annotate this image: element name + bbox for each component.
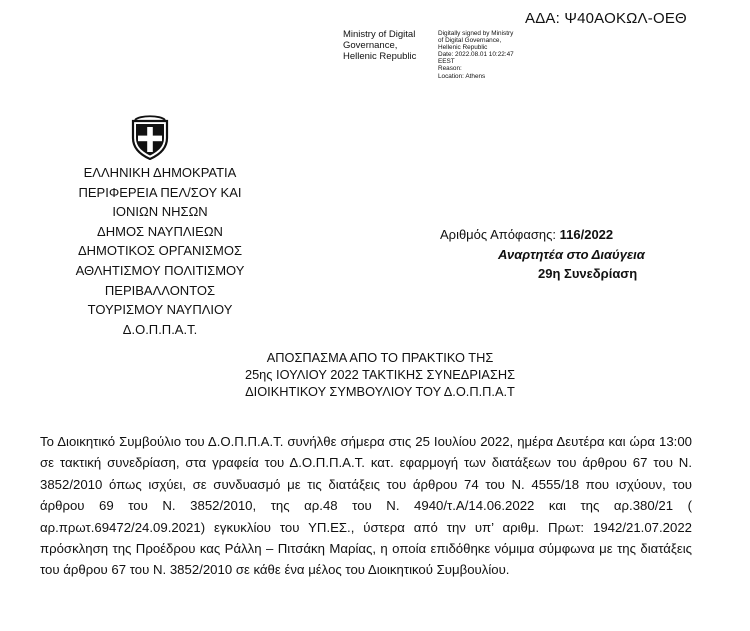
signature-detail-line: Location: Athens — [438, 72, 486, 80]
issuing-authority — [40, 163, 280, 339]
excerpt-line: ΑΠΟΣΠΑΣΜΑ ΑΠΟ ΤΟ ΠΡΑΚΤΙΚΟ ΤΗΣ — [266, 350, 494, 365]
signature-detail-line: of Digital Governance, — [438, 37, 502, 45]
signature-detail-line: Hellenic Republic — [438, 44, 488, 52]
authority-line: ΤΟΥΡΙΣΜΟΥ ΝΑΥΠΛΙΟΥ — [87, 302, 233, 318]
authority-line: ΕΛΛΗΝΙΚΗ ΔΗΜΟΚΡΑΤΙΑ — [83, 165, 237, 180]
authority-line: ΠΕΡΙΦΕΡΕΙΑ ΠΕΛ/ΣΟΥ ΚΑΙ — [78, 184, 242, 200]
signer-line: Governance, — [343, 40, 398, 51]
signer-line: Ministry of Digital — [343, 29, 416, 40]
excerpt-heading — [150, 349, 610, 400]
authority-line: ΠΕΡΙΒΑΛΛΟΝΤΟΣ — [104, 282, 216, 298]
posting-note: Αναρτητέα στο Διαύγεια — [498, 246, 645, 262]
signature-detail-line: EEST — [438, 58, 455, 66]
decision-info — [440, 225, 690, 284]
authority-line: ΙΟΝΙΩΝ ΝΗΣΩΝ — [112, 204, 208, 220]
signature-detail-line: Date: 2022.08.01 10:22:47 — [438, 51, 514, 59]
body-paragraph: Το Διοικητικό Συμβούλιο του Δ.Ο.Π.Π.Α.Τ. συνήλθε σήμερα στις 25 Ιουλίου 2022, ημέρα Δευτέρα και ώρα 13:00 σε τακτική συνεδρίαση, στα γραφεία του Δ.Ο.Π.Π.Α.Τ. κατ. εφαρμογή των διατάξεων του άρθρου 67 του Ν. 3852/2010 όπως ισχύει, σε συνδυασμό με τις διατάξεις του άρθρου 74 του Ν. 4555/18 που ισχύουν, του άρθρου 69 του Ν. 3852/2010, της αρ.48 του Ν. 4940/τ.Α/14.06.2022 και της αρ.380/21 ( αρ.πρωτ.69472/24.09.2021) εγκυκλίου του ΥΠ.ΕΣ., ύστερα από την υπ’ αριθμ. Πρωτ: 1942/21.07.2022 πρόσκληση της Προέδρου κας Ράλλη – Πιτσάκη Μαρίας, η οποία επιδόθηκε νόμιμα σύμφωνα με της διατάξεις του άρθρου 67 του Ν. 3852/2010 σε κάθε ένα μέλος του Διοικητικού Συμβουλίου. — [40, 434, 692, 578]
signature-detail-line: Reason: — [438, 65, 462, 73]
authority-line: ΔΗΜΟΤΙΚΟΣ ΟΡΓΑΝΙΣΜΟΣ — [77, 243, 243, 259]
authority-line: ΑΘΛΗΤΙΣΜΟΥ ΠΟΛΙΤΙΣΜΟΥ — [75, 262, 245, 278]
digital-signature-details — [438, 30, 514, 80]
authority-line: ΔΗΜΟΣ ΝΑΥΠΛΙΕΩΝ — [97, 223, 223, 239]
session-number: 29η Συνεδρίαση — [538, 266, 638, 282]
signature-detail-line: Digitally signed by Ministry — [438, 30, 514, 37]
excerpt-line: 25ης ΙΟΥΛΙΟΥ 2022 ΤΑΚΤΙΚΗΣ ΣΥΝΕΔΡΙΑΣΗΣ — [244, 367, 516, 382]
signer-line: Hellenic Republic — [343, 51, 417, 62]
decision-number-value: 116/2022 — [559, 227, 614, 242]
excerpt-line: ΔΙΟΙΚΗΤΙΚΟΥ ΣΥΜΒΟΥΛΙΟΥ ΤΟΥ Δ.Ο.Π.Π.Α.Τ — [245, 384, 515, 399]
decision-number-label: Αριθμός Απόφασης: — [440, 227, 557, 242]
greek-coat-of-arms-icon — [130, 114, 170, 160]
ada-code: ΑΔΑ: Ψ40ΑΟΚΩΛ-ΟΕΘ — [525, 10, 687, 27]
digital-signature-signer — [343, 29, 416, 62]
authority-line: Δ.Ο.Π.Π.Α.Τ. — [122, 321, 198, 337]
decision-number-row — [440, 225, 690, 245]
